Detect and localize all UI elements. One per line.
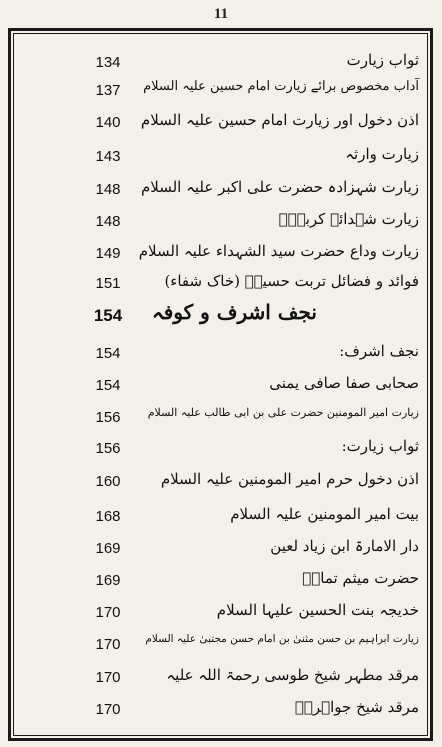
toc-page-number: 170 bbox=[95, 701, 121, 718]
toc-page-number: 170 bbox=[95, 604, 121, 621]
toc-title: نجف اشرف: bbox=[339, 342, 419, 360]
toc-row bbox=[14, 108, 427, 138]
toc-page-number: 168 bbox=[95, 508, 121, 525]
toc-row bbox=[14, 630, 427, 660]
toc-title: ثواب زیارت bbox=[346, 51, 419, 69]
page-number: 11 bbox=[213, 6, 229, 22]
toc-row bbox=[14, 48, 427, 78]
toc-page-number: 154 bbox=[95, 377, 121, 394]
toc-page-number: 137 bbox=[95, 82, 121, 99]
toc-page-number: 134 bbox=[95, 54, 121, 71]
toc-row bbox=[14, 663, 427, 693]
toc-row bbox=[14, 371, 427, 401]
toc-row bbox=[14, 695, 427, 725]
toc-title: اذن دخول اور زیارت امام حسین علیہ السلام bbox=[140, 111, 419, 129]
toc-page-number: 140 bbox=[95, 114, 121, 131]
toc-title: زیارت امیر المومنین حضرت علی بن ابی طالب علیہ السلام bbox=[147, 406, 419, 419]
toc-title: ثواب زیارت: bbox=[341, 437, 419, 455]
toc-row bbox=[14, 467, 427, 497]
toc-title: زیارت وارثہ bbox=[345, 145, 419, 163]
toc-row bbox=[14, 434, 427, 464]
toc-title: زیارت شہزادہ حضرت علی اکبر علیہ السلام bbox=[140, 178, 419, 196]
toc-section-heading bbox=[14, 300, 427, 330]
toc-title: دار الامارۃ ابن زیاد لعین bbox=[270, 537, 419, 555]
toc-page-number: 149 bbox=[95, 245, 121, 262]
toc-page-number: 143 bbox=[95, 148, 121, 165]
toc-page-number: 156 bbox=[95, 440, 121, 457]
toc-page-number: 154 bbox=[93, 306, 123, 325]
toc-page-number: 160 bbox=[95, 473, 121, 490]
toc-row bbox=[14, 207, 427, 237]
toc-page-number: 170 bbox=[95, 669, 121, 686]
toc-title: آداب مخصوص برائے زیارت امام حسین علیہ السلام bbox=[143, 79, 419, 94]
table-of-contents bbox=[14, 36, 427, 736]
toc-title: صحابی صفا صافی یمنی bbox=[269, 374, 419, 392]
toc-row bbox=[14, 175, 427, 205]
toc-title: مرقد مطہر شیخ طوسی رحمۃ اللہ علیہ bbox=[166, 666, 419, 684]
section-title: نجف اشرف و کوفہ bbox=[152, 300, 317, 324]
toc-row bbox=[14, 239, 427, 269]
toc-row bbox=[14, 142, 427, 172]
toc-title: بیت امیر المومنین علیہ السلام bbox=[230, 505, 419, 523]
toc-row bbox=[14, 566, 427, 596]
toc-page-number: 169 bbox=[95, 540, 121, 557]
toc-page-number: 156 bbox=[95, 409, 121, 426]
toc-title: اذن دخول حرم امیر المومنین علیہ السلام bbox=[160, 470, 419, 488]
toc-title: زیارت وداع حضرت سید الشہداء علیہ السلام bbox=[138, 242, 419, 260]
toc-page-number: 170 bbox=[95, 636, 121, 653]
toc-title: زیارت شہدائے کربلاؑ bbox=[278, 210, 419, 228]
toc-row bbox=[14, 269, 427, 299]
toc-row bbox=[14, 339, 427, 369]
toc-page-number: 148 bbox=[95, 213, 121, 230]
toc-page-number: 151 bbox=[95, 275, 121, 292]
toc-title: زیارت ابراہیم بن حسن مثنیٰ بن امام حسن مجتبیٰ علیہ السلام bbox=[145, 633, 419, 645]
toc-row bbox=[14, 598, 427, 628]
toc-page-number: 169 bbox=[95, 572, 121, 589]
toc-page-number: 148 bbox=[95, 181, 121, 198]
toc-row bbox=[14, 534, 427, 564]
toc-title: فوائد و فضائل تربت حسینؑ (خاک شفاء) bbox=[164, 272, 419, 290]
toc-title: مرقد شیخ جواہریؒ bbox=[294, 698, 419, 716]
toc-title: حضرت میثم تمارؒ bbox=[302, 569, 419, 587]
toc-row bbox=[14, 502, 427, 532]
toc-row bbox=[14, 403, 427, 433]
toc-row bbox=[14, 76, 427, 106]
toc-title: خدیجہ بنت الحسین علیہا السلام bbox=[216, 601, 419, 619]
toc-page-number: 154 bbox=[95, 345, 121, 362]
